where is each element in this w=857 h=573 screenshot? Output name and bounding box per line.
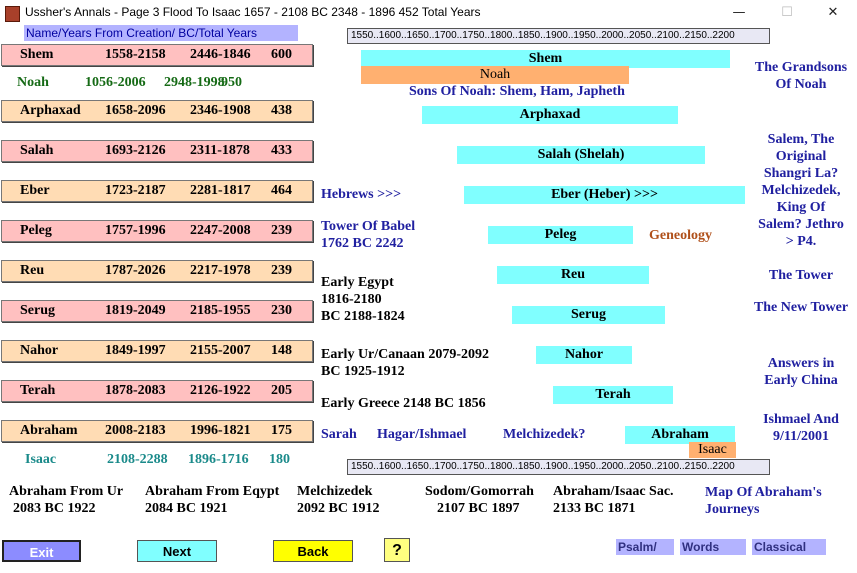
abraham-from-egypt-date[interactable]: 2084 BC 1921: [145, 501, 228, 516]
patriarch-bc: 2311-1878: [190, 143, 250, 158]
patriarch-bc: 2446-1846: [190, 47, 251, 62]
window-title: Ussher's Annals - Page 3 Flood To Isaac 1657 - 2108 BC 2348 - 1896 452 Total Years: [25, 5, 481, 19]
hebrews-link[interactable]: Hebrews >>>: [321, 187, 402, 202]
melchizedek-bottom-link[interactable]: Melchizedek: [297, 484, 373, 499]
psalm-link[interactable]: Psalm/: [616, 539, 674, 555]
patriarch-name: Peleg: [20, 223, 52, 238]
patriarch-years: 1693-2126: [105, 143, 166, 158]
abraham-from-ur-link[interactable]: Abraham From Ur: [9, 484, 124, 499]
patriarch-years: 2008-2183: [105, 423, 166, 438]
patriarch-row-arphaxad[interactable]: [1, 100, 313, 122]
classical-link[interactable]: Classical: [752, 539, 826, 555]
timeline-bar-noah[interactable]: Noah: [361, 66, 629, 84]
patriarch-bc: 2217-1978: [190, 263, 251, 278]
patriarch-row-eber[interactable]: [1, 180, 313, 202]
melchizedek-link[interactable]: Melchizedek?: [503, 427, 586, 442]
timeline-bar-salah[interactable]: Salah (Shelah): [457, 146, 705, 164]
early-greece-label: Early Greece 2148 BC 1856: [321, 396, 486, 411]
patriarch-years: 1723-2187: [105, 183, 166, 198]
timeline-bar-isaac[interactable]: Isaac: [689, 442, 736, 458]
patriarch-bc: 2281-1817: [190, 183, 251, 198]
patriarch-row-reu[interactable]: [1, 260, 313, 282]
isaac-years: 2108-2288: [107, 452, 168, 467]
help-button[interactable]: ?: [384, 538, 410, 562]
noah-years: 1056-2006: [85, 75, 146, 90]
timeline-bar-arphaxad[interactable]: Arphaxad: [422, 106, 678, 124]
patriarch-years: 1757-1996: [105, 223, 166, 238]
abraham-isaac-sacrifice-date[interactable]: 2133 BC 1871: [553, 501, 636, 516]
early-egypt-years: 1816-2180: [321, 292, 382, 307]
isaac-bc: 1896-1716: [188, 452, 249, 467]
map-of-journeys-link[interactable]: Map Of Abraham's Journeys: [705, 485, 822, 517]
patriarch-total: 438: [271, 103, 292, 118]
new-tower-link[interactable]: The New Tower: [753, 300, 849, 315]
patriarch-name: Arphaxad: [20, 103, 81, 118]
patriarch-name: Salah: [20, 143, 54, 158]
abraham-from-egypt-link[interactable]: Abraham From Eqypt: [145, 484, 280, 499]
abraham-isaac-sacrifice-link[interactable]: Abraham/Isaac Sac.: [553, 484, 674, 499]
patriarch-name: Terah: [20, 383, 56, 398]
timeline-bar-shem[interactable]: Shem: [361, 50, 730, 68]
noah-name: Noah: [17, 75, 49, 90]
patriarch-row-serug[interactable]: [1, 300, 313, 322]
minimize-button[interactable]: —: [732, 5, 746, 20]
early-egypt-bc: BC 2188-1824: [321, 309, 405, 324]
patriarch-total: 175: [271, 423, 292, 438]
patriarch-years: 1658-2096: [105, 103, 166, 118]
geneology-link[interactable]: Geneology: [649, 228, 712, 243]
timeline-bar-nahor[interactable]: Nahor: [536, 346, 632, 364]
app-book-icon: [5, 6, 20, 22]
patriarch-bc: 1996-1821: [190, 423, 251, 438]
patriarch-row-peleg[interactable]: [1, 220, 313, 242]
patriarch-total: 230: [271, 303, 292, 318]
patriarch-bc: 2185-1955: [190, 303, 251, 318]
patriarch-bc: 2346-1908: [190, 103, 251, 118]
patriarch-total: 239: [271, 263, 292, 278]
next-button[interactable]: Next: [137, 540, 217, 562]
patriarch-years: 1787-2026: [105, 263, 166, 278]
noah-bc: 2948-1998: [164, 75, 225, 90]
abraham-from-ur-date[interactable]: 2083 BC 1922: [13, 501, 96, 516]
salem-link[interactable]: Salem, The Original Shangri La? Melchizedek, King Of Salem? Jethro > P4.: [758, 132, 844, 249]
patriarch-bc: 2247-2008: [190, 223, 251, 238]
timeline-bar-peleg[interactable]: Peleg: [488, 226, 633, 244]
patriarch-name: Eber: [20, 183, 50, 198]
patriarch-years: 1849-1997: [105, 343, 166, 358]
ishmael-911-link[interactable]: Ishmael And 9/11/2001: [763, 412, 839, 444]
patriarch-total: 239: [271, 223, 292, 238]
patriarch-total: 464: [271, 183, 292, 198]
timeline-bar-terah[interactable]: Terah: [553, 386, 673, 404]
patriarch-row-terah[interactable]: [1, 380, 313, 402]
the-tower-link[interactable]: The Tower: [768, 268, 834, 283]
sodom-gomorrah-link[interactable]: Sodom/Gomorrah: [425, 484, 534, 499]
patriarch-bc: 2155-2007: [190, 343, 251, 358]
patriarch-years: 1558-2158: [105, 47, 166, 62]
timeline-bar-eber[interactable]: Eber (Heber) >>>: [464, 186, 745, 204]
back-button[interactable]: Back: [273, 540, 353, 562]
timeline-ruler-top: 1550..1600..1650..1700..1750..1800..1850..1900..1950..2000..2050..2100..2150..2200: [347, 28, 770, 44]
exit-button[interactable]: Exit: [2, 540, 81, 562]
patriarch-row-salah[interactable]: [1, 140, 313, 162]
words-link[interactable]: Words: [680, 539, 746, 555]
patriarch-row-abraham[interactable]: [1, 420, 313, 442]
timeline-bar-serug[interactable]: Serug: [512, 306, 665, 324]
noah-total: 950: [221, 75, 242, 90]
patriarch-name: Reu: [20, 263, 45, 278]
patriarch-row-nahor[interactable]: [1, 340, 313, 362]
early-ur-bc: BC 1925-1912: [321, 364, 405, 379]
patriarch-bc: 2126-1922: [190, 383, 251, 398]
early-ur-label: Early Ur/Canaan 2079-2092: [321, 347, 489, 362]
patriarch-row-shem[interactable]: [1, 44, 313, 66]
early-china-link[interactable]: Answers in Early China: [764, 356, 838, 388]
grandsons-of-noah-link[interactable]: The Grandsons Of Noah: [754, 60, 848, 92]
isaac-name: Isaac: [25, 452, 57, 467]
patriarch-total: 205: [271, 383, 292, 398]
patriarch-name: Nahor: [20, 343, 59, 358]
tower-of-babel-link[interactable]: Tower Of Babel: [321, 219, 416, 234]
patriarch-total: 148: [271, 343, 292, 358]
close-button[interactable]: ✕: [827, 5, 839, 20]
sarah-link[interactable]: Sarah: [321, 427, 357, 442]
patriarch-years: 1878-2083: [105, 383, 166, 398]
patriarch-years: 1819-2049: [105, 303, 166, 318]
title-bar: [0, 0, 857, 26]
maximize-button[interactable]: ☐: [781, 5, 793, 20]
patriarch-total: 600: [271, 47, 292, 62]
melchizedek-bottom-date[interactable]: 2092 BC 1912: [297, 501, 380, 516]
column-header-label: Name/Years From Creation/ BC/Total Years: [24, 25, 298, 41]
timeline-bar-reu[interactable]: Reu: [497, 266, 649, 284]
tower-of-babel-date[interactable]: 1762 BC 2242: [321, 236, 404, 251]
isaac-total: 180: [269, 452, 290, 467]
patriarch-total: 433: [271, 143, 292, 158]
timeline-ruler-bottom: 1550..1600..1650..1700..1750..1800..1850..1900..1950..2000..2050..2100..2150..2200: [347, 459, 770, 475]
early-egypt-label: Early Egypt: [321, 275, 394, 290]
timeline-bar-abraham[interactable]: Abraham: [625, 426, 735, 444]
sodom-gomorrah-date[interactable]: 2107 BC 1897: [437, 501, 520, 516]
patriarch-name: Abraham: [20, 423, 78, 438]
patriarch-name: Shem: [20, 47, 54, 62]
patriarch-name: Serug: [20, 303, 55, 318]
hagar-ishmael-link[interactable]: Hagar/Ishmael: [377, 427, 467, 442]
sons-of-noah-link[interactable]: Sons Of Noah: Shem, Ham, Japheth: [409, 84, 625, 99]
